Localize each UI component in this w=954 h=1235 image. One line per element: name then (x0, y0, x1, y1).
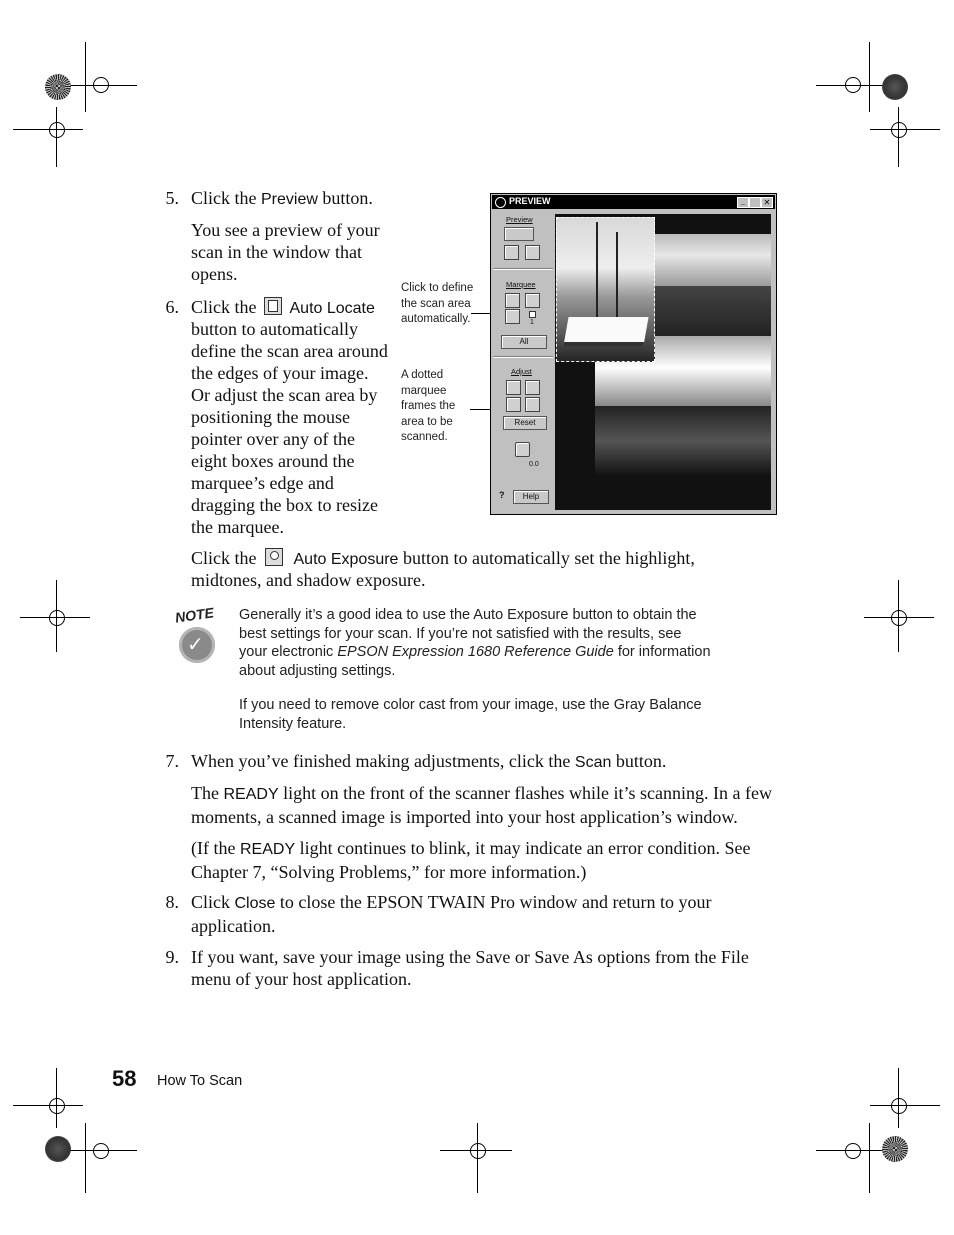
all-button[interactable]: All (501, 335, 547, 349)
note-paragraph-2: If you need to remove color cast from your image, use the Gray Balance Intensity feature. (239, 697, 702, 732)
step-7-paragraph-1: The READY light on the front of the scanner flashes while it’s scanning. In a few moments, a scanned image is imported into your host application’s window. (191, 783, 772, 827)
auto-exposure-button[interactable] (506, 380, 521, 395)
help-mark: ? (499, 490, 505, 500)
callout-auto-locate: Click to define the scan area automatically. (401, 282, 474, 325)
preview-ui-label: Preview (261, 191, 318, 208)
marquee-new-button[interactable] (505, 293, 520, 308)
preview-option-2-button[interactable] (525, 245, 540, 260)
marquee-delete-button[interactable] (525, 293, 540, 308)
close-icon[interactable]: ✕ (761, 197, 773, 208)
minimize-button[interactable]: _ (737, 197, 749, 208)
scan-ui-label: Scan (574, 754, 612, 771)
note-label: NOTE (174, 604, 215, 626)
auto-exposure-instruction: Click the Auto Exposure button to automatically set the highlight, (191, 548, 695, 568)
preview-group-label: Preview (506, 215, 533, 224)
auto-locate-icon (264, 297, 282, 315)
ready-label: READY (223, 786, 279, 803)
gamma-value: 0.0 (529, 461, 539, 468)
preview-option-1-button[interactable] (504, 245, 519, 260)
histogram-button[interactable] (506, 397, 521, 412)
densitometer-button[interactable] (515, 442, 530, 457)
page-number: 58 (112, 1066, 137, 1091)
step-9-instruction: If you want, save your image using the Save or Save As options from the File menu of your host application. (191, 947, 749, 989)
preview-window (490, 193, 777, 515)
close-ui-label: Close (234, 895, 276, 912)
step-5-instruction: Click the Preview button. (191, 188, 373, 208)
image-controls-button[interactable] (525, 380, 540, 395)
note-badge (173, 604, 223, 667)
step-6-instruction: Click the Auto Locate (191, 297, 375, 317)
ready-label-2: READY (239, 841, 296, 858)
window-title: PREVIEW (509, 196, 551, 206)
checkmark-icon: ✓ (179, 627, 215, 663)
step-5-paragraph: You see a preview of your scan in the window that opens. (191, 220, 380, 284)
step-7-paragraph-2: (If the READY light continues to blink, it may indicate an error condition. See Chapter 7, “Solving Problems,” for more information.) (191, 838, 751, 882)
auto-locate-ui-label: Auto Locate (289, 300, 375, 317)
auto-exposure-instruction-line2: midtones, and shadow exposure. (191, 570, 426, 590)
step-5-number: 5. (165, 188, 179, 208)
step-8-instruction: Click Close to close the EPSON TWAIN Pro window and return to your application. (191, 892, 712, 936)
adjust-group-label: Adjust (511, 367, 532, 376)
note-paragraph-1: Generally it’s a good idea to use the Auto Exposure button to obtain the best settings for your scan. If you’re not satisfied with the results, see your electronic EPSON Expression 1680 Reference Guide for information about adjusting settings. (239, 607, 711, 679)
auto-exposure-icon (265, 548, 283, 566)
maximize-button[interactable] (749, 197, 761, 208)
marquee-group-label: Marquee (506, 280, 536, 289)
step-7-number: 7. (165, 751, 179, 771)
section-title: How To Scan (157, 1073, 243, 1089)
auto-exposure-ui-label: Auto Exposure (293, 551, 399, 568)
marquee-count: 1 (530, 319, 534, 326)
reset-button[interactable]: Reset (503, 416, 547, 430)
preview-titlebar (492, 195, 775, 209)
step-6-paragraph: button to automatically define the scan area around the edges of your image. Or adjust the scan area by positioning the mouse pointer over any of the eight boxes around the marquee’s edge and dragging the box to resize the marquee. (191, 319, 388, 537)
auto-locate-button[interactable] (505, 309, 520, 324)
callout-marquee: A dotted marquee frames the area to be scanned. (401, 369, 456, 443)
control-panel (493, 211, 553, 511)
help-button[interactable]: Help (513, 490, 549, 504)
preview-button[interactable] (504, 227, 534, 241)
step-6-number: 6. (165, 297, 179, 317)
preview-image-area (555, 214, 771, 510)
reference-guide-title: EPSON Expression 1680 Reference Guide (337, 644, 614, 660)
step-8-number: 8. (165, 892, 179, 912)
app-icon (495, 197, 506, 208)
color-balance-button[interactable] (525, 397, 540, 412)
scan-marquee[interactable] (556, 217, 655, 362)
step-7-instruction: When you’ve finished making adjustments, click the Scan button. (191, 751, 667, 771)
step-9-number: 9. (165, 947, 179, 967)
marquee-spinner[interactable] (529, 311, 536, 318)
